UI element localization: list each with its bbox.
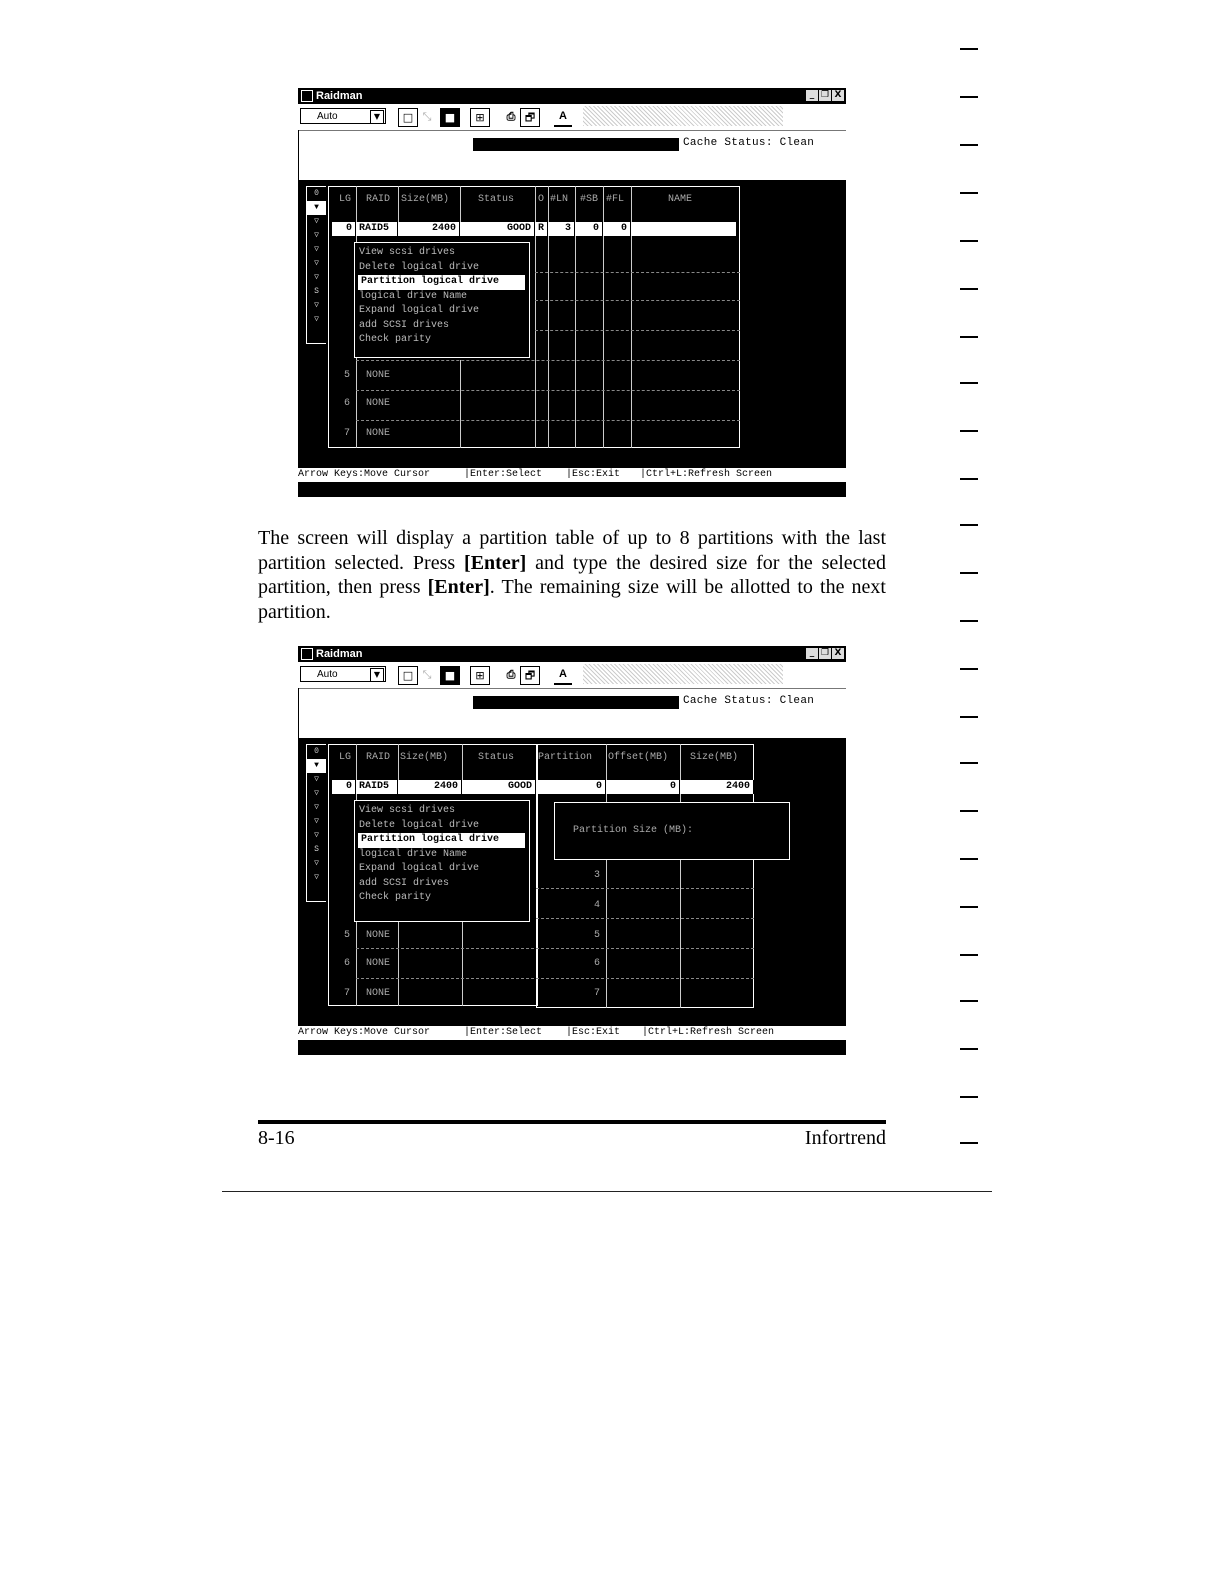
hint-esc: |Esc:Exit [566,1027,621,1038]
cell-o: R [535,222,548,236]
cell-psize: 2400 [680,780,754,794]
close-button[interactable]: X [832,648,844,659]
menu-item-check-parity[interactable]: Check parity [359,334,432,345]
cell-lg: 0 [332,222,356,236]
header-fl: #FL [606,194,625,205]
cell-status: GOOD [460,222,535,236]
hint-arrow-keys: Arrow Keys:Move Cursor [298,469,431,480]
font-icon[interactable]: A [554,108,572,127]
header-status: Status [478,752,515,763]
row-number: 6 [344,958,351,969]
print-icon[interactable]: ⎙ [502,666,520,683]
margin-mark [960,1000,978,1002]
partition-number: 4 [594,900,601,911]
bottom-bar [298,482,846,497]
margin-mark [960,762,978,764]
margin-mark [960,810,978,812]
logical-drive-row-selected[interactable] [332,222,736,236]
combo-value: Auto [317,669,338,680]
status-area [298,688,847,738]
header-partition: Partition [538,752,593,763]
window-title: Raidman [316,90,363,102]
menu-item-logical-drive-name[interactable]: logical drive Name [359,848,468,860]
channel-marker: ▽ [314,231,319,240]
enter-key-label: [Enter] [427,576,490,598]
margin-mark [960,906,978,908]
row-number: 6 [344,398,351,409]
maximize-button[interactable]: ❐ [820,90,830,100]
bottom-bar [298,1040,846,1055]
header-raid: RAID [366,194,391,205]
channel-marker: S [314,845,319,854]
title-bar [298,88,846,104]
channel-marker: ▽ [314,859,319,868]
margin-mark [960,48,978,50]
terminal-screen[interactable] [298,738,846,1026]
channel-marker-selected[interactable]: ▼ [307,759,326,773]
save-icon[interactable]: ■ [440,108,460,127]
menu-item-add-scsi-drives[interactable]: add SCSI drives [359,319,450,331]
cell-lg: 0 [332,780,356,794]
menu-item-delete-logical-drive[interactable]: Delete logical drive [359,261,480,273]
margin-mark [960,858,978,860]
combo-value: Auto [317,111,338,122]
channel-marker: ▽ [314,789,319,798]
cell-fl: 0 [603,222,631,236]
hint-esc: |Esc:Exit [566,469,621,480]
channel-marker: ▽ [314,245,319,254]
grid-icon[interactable]: ⊞ [470,108,490,127]
terminal-mode-select[interactable] [300,108,386,124]
row-value: NONE [366,370,391,381]
channel-marker: ▽ [314,817,319,826]
cache-status: Cache Status: Clean [683,137,815,149]
margin-mark [960,144,978,146]
margin-mark [960,524,978,526]
terminal-mode-select[interactable] [300,666,386,682]
row-number: 5 [344,370,351,381]
menu-item-view-scsi-drives[interactable]: View scsi drives [359,805,456,816]
logical-drive-menu [354,242,530,358]
key-hint-bar [298,468,846,482]
cell-raid: RAID5 [356,780,398,794]
menu-item-partition-logical-drive[interactable]: Partition logical drive [358,833,525,848]
row-value: NONE [366,398,391,409]
close-button[interactable]: X [832,90,844,101]
terminal-screen[interactable] [298,180,846,468]
toolbar [298,662,846,689]
margin-mark [960,430,978,432]
paragraph-text: and type the desired size for the selected partition, then press [258,551,886,598]
channel-column [306,186,326,344]
channel-marker: ▽ [314,259,319,268]
paragraph-text: The screen will display a partition table of up to 8 partitions with the last partition selected. Press [258,527,886,574]
menu-item-expand-logical-drive[interactable]: Expand logical drive [359,305,480,316]
margin-mark [960,478,978,480]
app-icon [301,90,313,102]
logical-drive-row-selected[interactable] [332,780,536,794]
maximize-button[interactable]: ❐ [820,648,830,658]
channel-marker: 0 [314,747,319,756]
channel-marker: ▽ [314,873,319,882]
menu-item-view-scsi-drives[interactable]: View scsi drives [359,247,456,258]
margin-mark [960,1048,978,1050]
channel-marker: 0 [314,189,319,198]
app-icon [301,648,313,660]
header-size: Size(MB) [401,194,450,205]
header-o: O [538,194,545,205]
toolbar [298,104,846,131]
margin-mark [960,336,978,338]
cell-offset: 0 [606,780,680,794]
grid-icon[interactable]: ⊞ [470,666,490,685]
chevron-down-icon[interactable]: ▼ [370,668,384,682]
header-lg: LG [339,194,352,205]
menu-item-partition-logical-drive[interactable]: Partition logical drive [358,275,525,290]
key-hint-bar [298,1026,846,1040]
footer-rule [258,1120,886,1124]
status-area [298,130,847,180]
margin-mark [960,954,978,956]
margin-mark [960,288,978,290]
channel-marker: ▽ [314,273,319,282]
connect-icon[interactable]: □ [398,666,418,685]
hint-arrow-keys: Arrow Keys:Move Cursor [298,1027,431,1038]
header-raid: RAID [366,752,391,763]
menu-item-delete-logical-drive[interactable]: Delete logical drive [359,819,480,831]
header-ln: #LN [550,194,569,205]
menu-item-logical-drive-name[interactable]: logical drive Name [359,290,468,302]
cell-ln: 3 [548,222,575,236]
row-value: NONE [366,930,391,941]
body-paragraph [258,526,886,624]
partition-number: 6 [594,958,601,969]
cell-size: 2400 [398,780,462,794]
row-number: 5 [344,930,351,941]
header-status: Status [478,194,515,205]
channel-marker: S [314,287,319,296]
status-bar-fill [473,138,679,151]
partition-size-dialog[interactable] [554,802,790,860]
partition-number: 3 [594,870,601,881]
connect-icon[interactable]: □ [398,108,418,127]
partition-row-selected[interactable] [538,780,754,794]
margin-mark [960,572,978,574]
channel-marker: ▽ [314,315,319,324]
channel-marker: ▽ [314,775,319,784]
hint-refresh: |Ctrl+L:Refresh Screen [640,469,773,480]
header-size: Size(MB) [400,752,449,763]
title-bar [298,646,846,662]
disconnect-icon[interactable]: ⤡ [418,666,436,683]
enter-key-label: [Enter] [464,551,527,574]
channel-marker-selected[interactable]: ▼ [307,201,326,215]
disconnect-icon[interactable]: ⤡ [418,108,436,125]
hint-refresh: |Ctrl+L:Refresh Screen [642,1027,775,1038]
channel-marker: ▽ [314,803,319,812]
logical-drive-menu [354,800,530,922]
margin-mark [960,716,978,718]
margin-mark [960,1096,978,1098]
row-value: NONE [366,428,391,439]
page-edge-rule [222,1191,992,1192]
margin-mark [960,620,978,622]
paragraph-text: . The remaining size will be allotted to the next partition. [258,576,886,623]
toolbar-spacer [583,106,783,126]
chevron-down-icon[interactable]: ▼ [370,110,384,124]
margin-mark [960,192,978,194]
margin-mark [960,240,978,242]
menu-item-add-scsi-drives[interactable]: add SCSI drives [359,877,450,889]
raidman-screenshot-2 [298,646,846,1056]
window-title: Raidman [316,648,363,660]
cell-sb: 0 [575,222,603,236]
menu-item-expand-logical-drive[interactable]: Expand logical drive [359,863,480,874]
hint-enter: |Enter:Select [464,469,543,480]
cell-status: GOOD [462,780,536,794]
minimize-button[interactable]: _ [806,90,818,101]
font-icon[interactable]: A [554,666,572,685]
channel-marker: ▽ [314,217,319,226]
cell-partition: 0 [538,780,606,794]
hint-enter: |Enter:Select [464,1027,543,1038]
row-number: 7 [344,428,351,439]
cache-status: Cache Status: Clean [683,695,815,707]
margin-mark [960,1142,978,1144]
partition-number: 7 [594,988,601,999]
footer-brand: Infortrend [804,1127,886,1149]
header-offset: Offset(MB) [608,752,669,763]
header-psize: Size(MB) [690,752,739,763]
status-bar-fill [473,696,679,709]
header-sb: #SB [580,194,599,205]
channel-marker: ▽ [314,831,319,840]
save-icon[interactable]: ■ [440,666,460,685]
margin-mark [960,668,978,670]
window-icon[interactable]: 🗗 [520,108,540,127]
header-name: NAME [668,194,693,205]
partition-number: 5 [594,930,601,941]
row-value: NONE [366,958,391,969]
window-icon[interactable]: 🗗 [520,666,540,685]
menu-item-check-parity[interactable]: Check parity [359,892,432,903]
page-number: 8-16 [258,1127,295,1149]
row-value: NONE [366,988,391,999]
partition-size-prompt: Partition Size (MB): [573,825,694,836]
raidman-screenshot-1 [298,88,846,498]
row-number: 7 [344,988,351,999]
header-lg: LG [339,752,352,763]
cell-raid: RAID5 [356,222,398,236]
channel-column [306,744,326,902]
margin-mark [960,382,978,384]
toolbar-spacer [583,664,783,684]
cell-size: 2400 [398,222,460,236]
channel-marker: ▽ [314,301,319,310]
margin-mark [960,96,978,98]
minimize-button[interactable]: _ [806,648,818,659]
print-icon[interactable]: ⎙ [502,108,520,125]
